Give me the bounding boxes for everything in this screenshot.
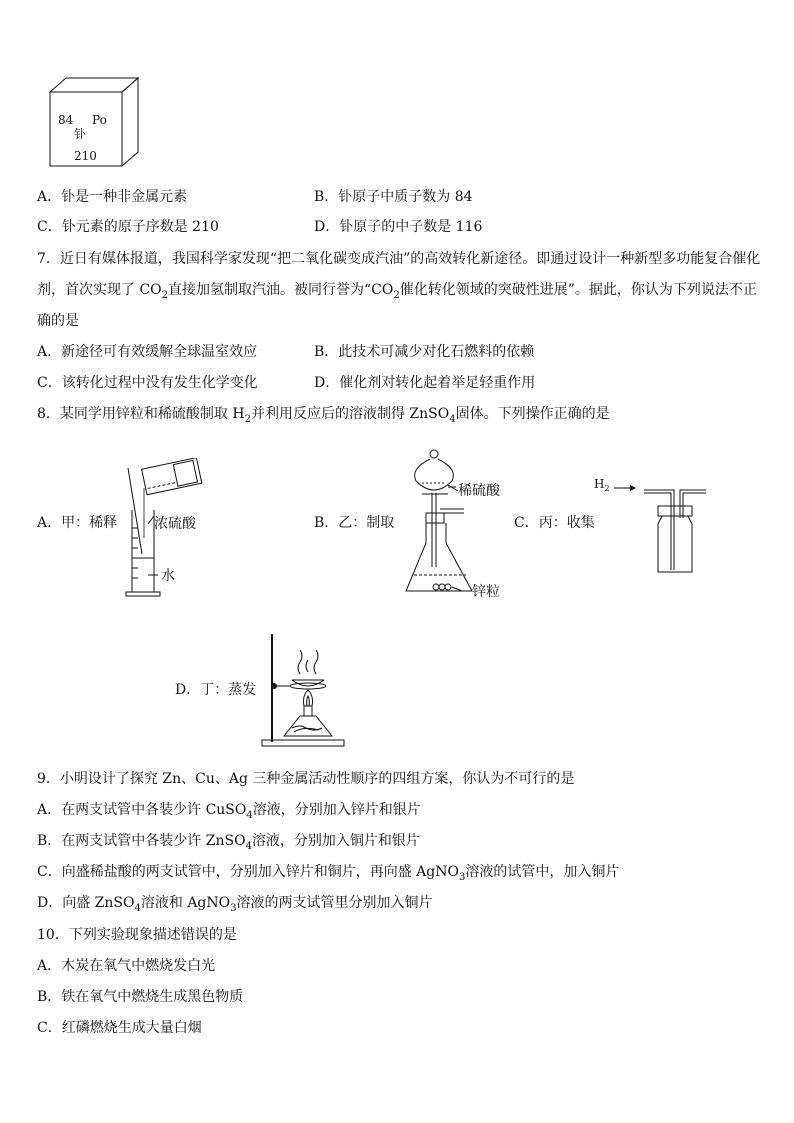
q9-option-b[interactable]: B．在两支试管中各装少许 ZnSO$_4$溶液，分别加入铜片和银片 — [37, 833, 420, 852]
q9-option-c[interactable]: C．向盛稀盐酸的两支试管中，分别加入锌片和铜片，再向盛 AgNO$_3$溶液的试管中，加入铜片 — [37, 864, 620, 883]
q6-option-d[interactable]: D．钋原子的中子数是 116 — [314, 219, 483, 235]
q7-option-c[interactable]: C．该转化过程中没有发生化学变化 — [37, 375, 258, 391]
atomic-mass: 210 — [74, 149, 97, 163]
gas-collection-figure — [592, 472, 712, 576]
q6-option-b[interactable]: B．钋原子中质子数为 84 — [314, 189, 473, 205]
h2-label: $H_2$ — [594, 477, 610, 493]
q7-option-b[interactable]: B．此技术可减少对化石燃料的依赖 — [314, 344, 535, 360]
atomic-number: 84 — [58, 113, 74, 127]
polonium-element-card — [44, 76, 144, 172]
q7-stem-line1: 7．近日有媒体报道，我国科学家发现“把二氧化碳变成汽油”的高效转化新途径。即通过设计一种新型多功能复合催化 — [37, 251, 761, 267]
q6-option-c[interactable]: C．钋元素的原子序数是 210 — [37, 219, 219, 235]
dilute-acid-label: 稀硫酸 — [458, 483, 500, 499]
q7-option-a[interactable]: A．新途径可有效缓解全球温室效应 — [37, 344, 258, 360]
evaporation-figure — [258, 632, 348, 748]
element-symbol: Po — [92, 113, 107, 127]
zinc-label: 锌粒 — [472, 584, 500, 600]
q7-stem-line3: 确的是 — [37, 313, 79, 329]
q9-option-a[interactable]: A．在两支试管中各装少许 CuSO$_4$溶液，分别加入锌片和银片 — [37, 802, 421, 821]
q10-option-b[interactable]: B．铁在氧气中燃烧生成黑色物质 — [37, 989, 244, 1005]
q7-option-d[interactable]: D．催化剂对转化起着举足轻重作用 — [314, 375, 536, 391]
q8-option-a[interactable]: A．甲：稀释 — [37, 515, 118, 531]
q8-stem: 8．某同学用锌粒和稀硫酸制取 $H_2$并利用反应后的溶液制得 ZnSO$_4$固体。下列操作正确的是 — [37, 406, 610, 425]
conc-acid-label: 浓硫酸 — [154, 516, 196, 532]
q6-option-a[interactable]: A．钋是一种非金属元素 — [37, 189, 188, 205]
q8-option-b[interactable]: B．乙：制取 — [314, 515, 395, 531]
element-name: 钋 — [74, 127, 87, 141]
q10-option-a[interactable]: A．木炭在氧气中燃烧发白光 — [37, 958, 216, 974]
hydrogen-generation-figure — [400, 447, 510, 605]
dilution-apparatus-figure — [118, 458, 208, 600]
water-label: 水 — [161, 568, 175, 584]
q10-stem: 10．下列实验现象描述错误的是 — [37, 927, 237, 943]
q9-option-d[interactable]: D．向盛 ZnSO$_4$溶液和 AgNO$_3$溶液的两支试管里分别加入铜片 — [37, 895, 433, 914]
q7-stem-line2: 剂，首次实现了 $CO_2$直接加氢制取汽油。被同行誉为“$CO_2$催化转化领域的突破性进展”。据此，你认为下列说法不正 — [37, 282, 757, 301]
q8-option-d[interactable]: D．丁：蒸发 — [175, 682, 257, 698]
q9-stem: 9．小明设计了探究 Zn、Cu、Ag 三种金属活动性顺序的四组方案，你认为不可行的是 — [37, 771, 575, 787]
q10-option-c[interactable]: C．红磷燃烧生成大量白烟 — [37, 1020, 202, 1036]
q8-option-c[interactable]: C．丙：收集 — [514, 515, 595, 531]
